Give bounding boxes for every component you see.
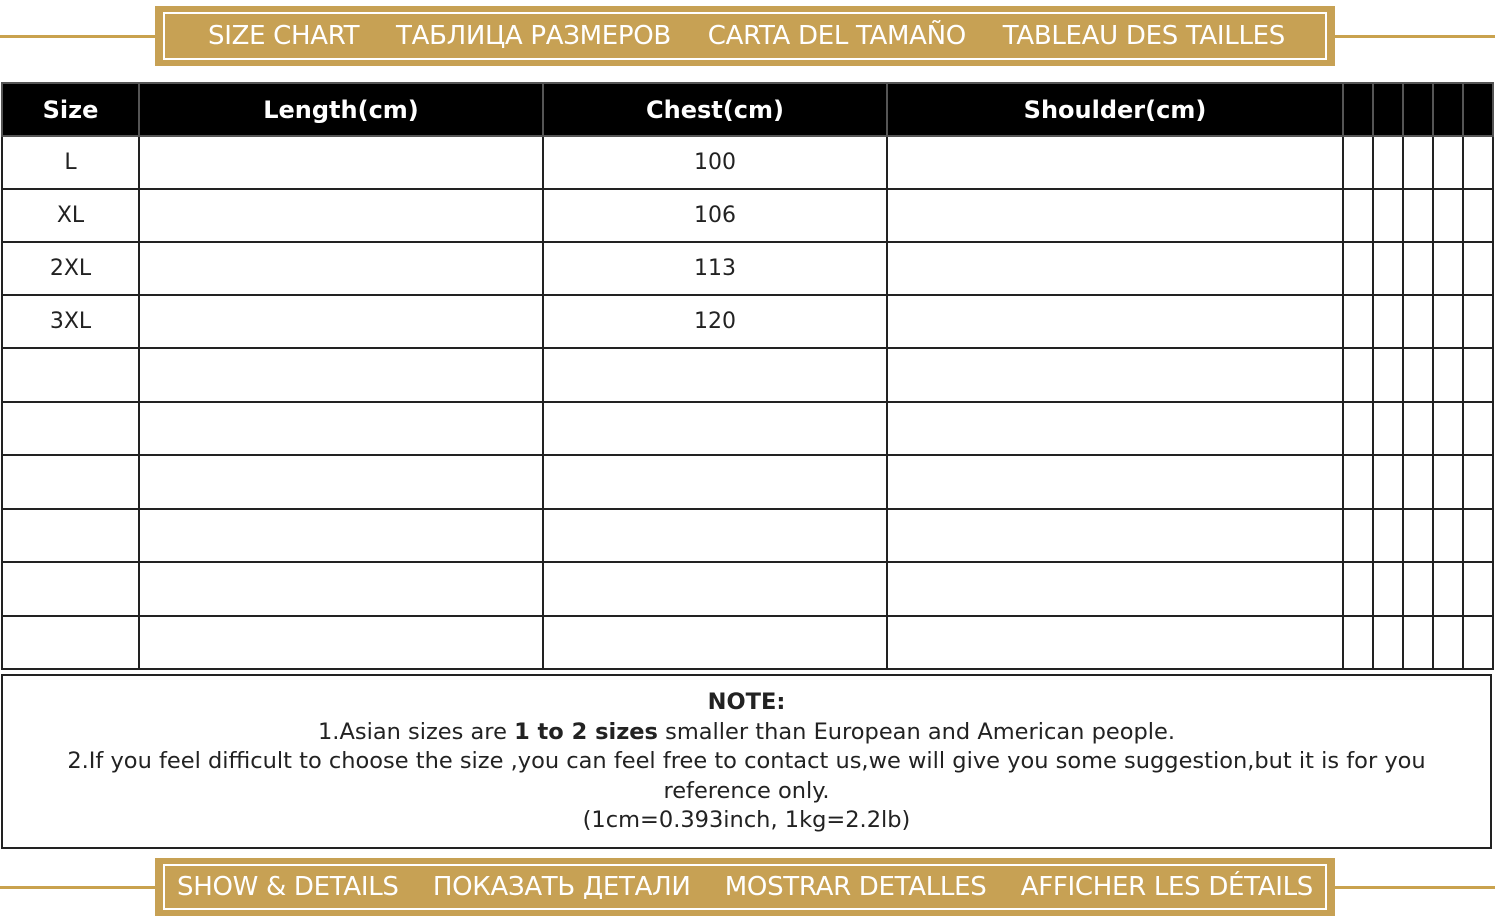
top-banner-line-right bbox=[1330, 35, 1495, 38]
banner-size-chart-es: CARTA DEL TAMAÑO bbox=[707, 21, 966, 51]
note-emphasis: 1 to 2 sizes bbox=[514, 718, 658, 745]
bottom-banner-line-right bbox=[1330, 886, 1495, 889]
cell-shoulder bbox=[887, 242, 1343, 295]
cell-chest: 120 bbox=[543, 295, 887, 348]
table-header-row bbox=[2, 83, 1493, 136]
banner-show-details-fr: AFFICHER LES DÉTAILS bbox=[1020, 872, 1313, 902]
header-empty bbox=[1433, 83, 1463, 136]
table-row-empty bbox=[2, 402, 1493, 456]
note-line-1: 1.Asian sizes are 1 to 2 sizes smaller than European and American people. bbox=[317, 718, 1176, 745]
cell-shoulder bbox=[887, 295, 1343, 348]
cell-length bbox=[139, 242, 543, 295]
table-row bbox=[2, 295, 1493, 348]
note-line-3: (1cm=0.393inch, 1kg=2.2lb) bbox=[582, 807, 911, 833]
table-row-empty bbox=[2, 616, 1493, 670]
note-line-2: 2.If you feel difficult to choose the size ,you can feel free to contact us,we will give you some suggestion,but it is for you reference only. bbox=[67, 748, 1426, 804]
table-row-empty bbox=[2, 509, 1493, 563]
header-empty bbox=[1373, 83, 1403, 136]
table-row-empty bbox=[2, 348, 1493, 402]
cell-shoulder bbox=[887, 189, 1343, 242]
cell-chest: 100 bbox=[543, 136, 887, 189]
banner-size-chart-ru: ТАБЛИЦА РАЗМЕРОВ bbox=[396, 21, 671, 51]
table-row bbox=[2, 189, 1493, 242]
banner-size-chart-en: SIZE CHART bbox=[208, 21, 360, 51]
bottom-banner bbox=[155, 858, 1335, 916]
banner-show-details-es: MOSTRAR DETALLES bbox=[724, 872, 987, 902]
cell-length bbox=[139, 189, 543, 242]
banner-size-chart-fr: TABLEAU DES TAILLES bbox=[1002, 21, 1285, 51]
table-row bbox=[2, 242, 1493, 295]
size-table bbox=[1, 82, 1494, 670]
top-banner-line-left bbox=[0, 35, 160, 38]
table-row bbox=[2, 136, 1493, 189]
header-size: Size bbox=[2, 83, 139, 136]
top-banner bbox=[155, 6, 1335, 66]
bottom-banner-line-left bbox=[0, 886, 160, 889]
cell-size: 3XL bbox=[2, 295, 139, 348]
header-empty bbox=[1463, 83, 1493, 136]
banner-show-details-ru: ПОКАЗАТЬ ДЕТАЛИ bbox=[432, 872, 691, 902]
cell-size: L bbox=[2, 136, 139, 189]
header-empty bbox=[1403, 83, 1433, 136]
banner-show-details-en: SHOW & DETAILS bbox=[177, 872, 399, 902]
header-empty bbox=[1343, 83, 1373, 136]
cell-size: XL bbox=[2, 189, 139, 242]
note-box bbox=[1, 674, 1492, 849]
cell-length bbox=[139, 295, 543, 348]
cell-length bbox=[139, 136, 543, 189]
cell-size: 2XL bbox=[2, 242, 139, 295]
header-shoulder: Shoulder(cm) bbox=[887, 83, 1343, 136]
note-title: NOTE: bbox=[707, 689, 786, 715]
cell-chest: 106 bbox=[543, 189, 887, 242]
header-length: Length(cm) bbox=[139, 83, 543, 136]
cell-shoulder bbox=[887, 136, 1343, 189]
header-chest: Chest(cm) bbox=[543, 83, 887, 136]
table-row-empty bbox=[2, 455, 1493, 509]
cell-chest: 113 bbox=[543, 242, 887, 295]
table-row-empty bbox=[2, 562, 1493, 616]
